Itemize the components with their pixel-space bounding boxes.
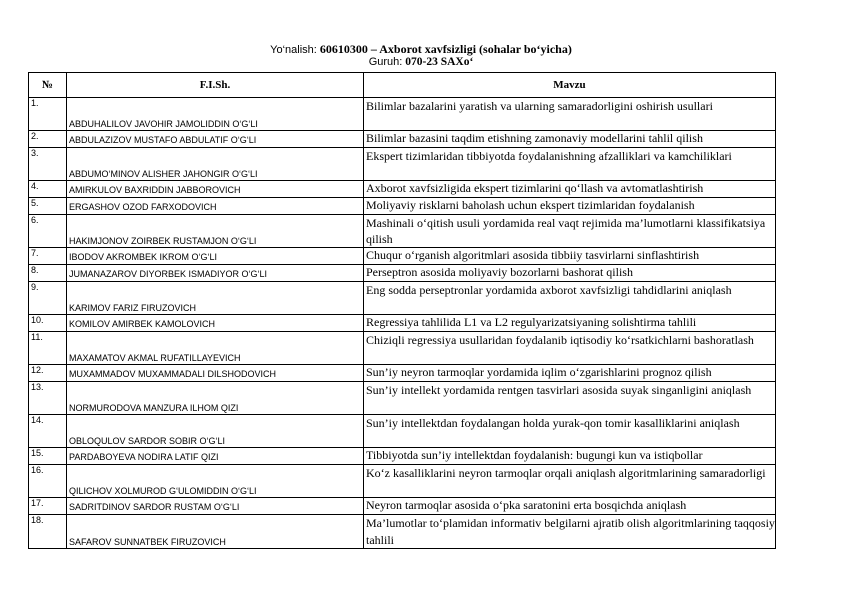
student-name: ABDULAZIZOV MUSTAFO ABDULATIF O‘G‘LI [67, 131, 364, 148]
student-name: MUXAMMADOV MUXAMMADALI DILSHODOVICH [67, 365, 364, 382]
thesis-topic: Perseptron asosida moliyaviy bozorlarni bashorat qilish [364, 265, 776, 282]
thesis-topic: Ma’lumotlar to‘plamidan informativ belgilarni ajratib olish algoritmlarining taqqosiy tahlili [364, 515, 776, 548]
student-name: AMIRKULOV BAXRIDDIN JABBOROVICH [67, 181, 364, 198]
row-number: 5. [29, 198, 67, 215]
group-line [0, 56, 842, 68]
thesis-topic: Bilimlar bazalarini yaratish va ularning samaradorligini oshirish usullari [364, 98, 776, 131]
column-header-name: F.I.Sh. [67, 73, 364, 98]
table-header-row [29, 73, 776, 98]
table-row [29, 181, 776, 198]
thesis-topic: Regressiya tahlilida L1 va L2 regulyarizatsiyaning solishtirma tahlili [364, 315, 776, 332]
table-row [29, 382, 776, 415]
thesis-topic: Axborot xavfsizligida ekspert tizimlarini qo‘llash va avtomatlashtirish [364, 181, 776, 198]
table-row [29, 198, 776, 215]
table-row [29, 498, 776, 515]
row-number: 4. [29, 181, 67, 198]
student-name: NORMURODOVA MANZURA ILHOM QIZI [67, 382, 364, 415]
table-row [29, 215, 776, 248]
row-number: 9. [29, 282, 67, 315]
direction-label: Yo‘nalish: [270, 44, 317, 56]
student-name: OBLOQULOV SARDOR SOBIR O‘G‘LI [67, 415, 364, 448]
row-number: 1. [29, 98, 67, 131]
thesis-topic: Sun’iy intellektdan foydalangan holda yurak-qon tomir kasalliklarini aniqlash [364, 415, 776, 448]
table-row [29, 148, 776, 181]
table-row [29, 265, 776, 282]
row-number: 6. [29, 215, 67, 248]
table-row [29, 315, 776, 332]
row-number: 8. [29, 265, 67, 282]
table-row [29, 465, 776, 498]
thesis-topic: Chuqur o‘rganish algoritmlari asosida tibbiiy tasvirlarni sinflashtirish [364, 248, 776, 265]
thesis-topic: Ko‘z kasalliklarini neyron tarmoqlar orqali aniqlash algoritmlarining samaradorligi [364, 465, 776, 498]
direction-line [0, 42, 842, 57]
row-number: 11. [29, 332, 67, 365]
thesis-topic: Moliyaviy risklarni baholash uchun ekspert tizimlaridan foydalanish [364, 198, 776, 215]
column-header-number: № [29, 73, 67, 98]
thesis-topic: Bilimlar bazasini taqdim etishning zamonaviy modellarini tahlil qilish [364, 131, 776, 148]
table-row [29, 515, 776, 548]
student-name: SADRITDINOV SARDOR RUSTAM O‘G‘LI [67, 498, 364, 515]
group-value: 070-23 SAXo‘ [405, 56, 474, 68]
student-name: KOMILOV AMIRBEK KAMOLOVICH [67, 315, 364, 332]
thesis-topic: Chiziqli regressiya usullaridan foydalanib iqtisodiy ko‘rsatkichlarni bashoratlash [364, 332, 776, 365]
student-name: HAKIMJONOV ZOIRBEK RUSTAMJON O‘G‘LI [67, 215, 364, 248]
row-number: 13. [29, 382, 67, 415]
student-name: MAXAMATOV AKMAL RUFATILLAYEVICH [67, 332, 364, 365]
row-number: 7. [29, 248, 67, 265]
table-row [29, 365, 776, 382]
table-row [29, 282, 776, 315]
row-number: 10. [29, 315, 67, 332]
student-name: ABDUHALILOV JAVOHIR JAMOLIDDIN O‘G‘LI [67, 98, 364, 131]
row-number: 16. [29, 465, 67, 498]
topics-table [28, 72, 776, 549]
row-number: 17. [29, 498, 67, 515]
row-number: 2. [29, 131, 67, 148]
column-header-topic: Mavzu [364, 73, 776, 98]
thesis-topic: Eng sodda perseptronlar yordamida axborot xavfsizligi tahdidlarini aniqlash [364, 282, 776, 315]
student-name: KARIMOV FARIZ FIRUZOVICH [67, 282, 364, 315]
student-name: ABDUMO‘MINOV ALISHER JAHONGIR O‘G‘LI [67, 148, 364, 181]
thesis-topic: Sun’iy intellekt yordamida rentgen tasvirlari asosida suyak singanligini aniqlash [364, 382, 776, 415]
student-name: IBODOV AKROMBEK IKROM O‘G‘LI [67, 248, 364, 265]
thesis-topic: Mashinali o‘qitish usuli yordamida real vaqt rejimida ma’lumotlarni klassifikatsiya qilish [364, 215, 776, 248]
thesis-topic: Tibbiyotda sun’iy intellektdan foydalanish: bugungi kun va istiqbollar [364, 448, 776, 465]
row-number: 3. [29, 148, 67, 181]
student-name: JUMANAZAROV DIYORBEK ISMADIYOR O‘G‘LI [67, 265, 364, 282]
thesis-topic: Ekspert tizimlaridan tibbiyotda foydalanishning afzalliklari va kamchiliklari [364, 148, 776, 181]
table-row [29, 332, 776, 365]
student-name: ERGASHOV OZOD FARXODOVICH [67, 198, 364, 215]
thesis-topic: Sun’iy neyron tarmoqlar yordamida iqlim o‘zgarishlarini prognoz qilish [364, 365, 776, 382]
thesis-topic: Neyron tarmoqlar asosida o‘pka saratonini erta bosqichda aniqlash [364, 498, 776, 515]
student-name: SAFAROV SUNNATBEK FIRUZOVICH [67, 515, 364, 548]
table-row [29, 248, 776, 265]
student-name: QILICHOV XOLMUROD G‘ULOMIDDIN O‘G‘LI [67, 465, 364, 498]
group-label: Guruh: [368, 56, 403, 68]
table-row [29, 131, 776, 148]
table-row [29, 415, 776, 448]
table-row [29, 448, 776, 465]
student-name: PARDABOYEVA NODIRA LATIF QIZI [67, 448, 364, 465]
row-number: 12. [29, 365, 67, 382]
row-number: 15. [29, 448, 67, 465]
row-number: 14. [29, 415, 67, 448]
table-row [29, 98, 776, 131]
direction-value: 60610300 – Axborot xavfsizligi (sohalar bo‘yicha) [319, 42, 572, 56]
row-number: 18. [29, 515, 67, 548]
